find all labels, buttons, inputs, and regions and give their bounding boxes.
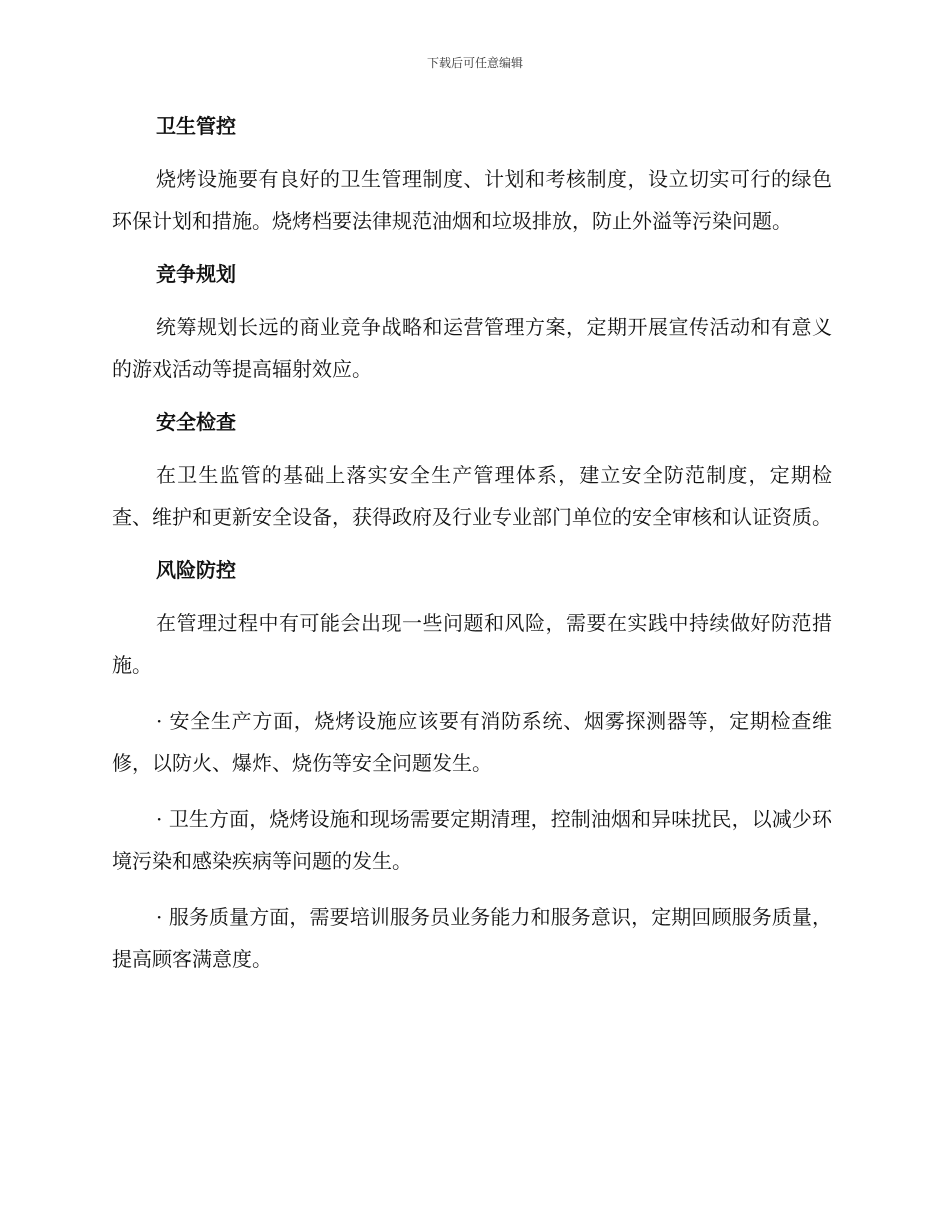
section-safety: [112, 404, 832, 538]
section-hygiene: [112, 108, 832, 242]
bullet-paragraph: · 服务质量方面，需要培训服务员业务能力和服务意识，定期回顾服务质量，提高顾客满意度。: [112, 905, 832, 971]
section-heading: 风险防控: [156, 558, 236, 582]
section-heading: 竞争规划: [156, 262, 236, 286]
page-header-note: 下载后可任意编辑: [426, 56, 523, 70]
section-paragraph: 烧烤设施要有良好的卫生管理制度、计划和考核制度，设立切实可行的绿色环保计划和措施。烧烤档要法律规范油烟和垃圾排放，防止外溢等污染问题。: [112, 167, 832, 233]
document-body: [112, 108, 832, 994]
section-heading: 卫生管控: [156, 114, 236, 138]
bullet-paragraph: · 安全生产方面，烧烤设施应该要有消防系统、烟雾探测器等，定期检查维修，以防火、爆炸、烧伤等安全问题发生。: [112, 709, 832, 775]
bullet-paragraph: · 卫生方面，烧烤设施和现场需要定期清理，控制油烟和异味扰民，以减少环境污染和感染疾病等问题的发生。: [112, 807, 832, 873]
section-heading: 安全检查: [156, 410, 236, 434]
section-paragraph: 在管理过程中有可能会出现一些问题和风险，需要在实践中持续做好防范措施。: [112, 611, 832, 677]
section-risk: [112, 552, 832, 980]
section-competition: [112, 256, 832, 390]
section-paragraph: 在卫生监管的基础上落实安全生产管理体系，建立安全防范制度，定期检查、维护和更新安全设备，获得政府及行业专业部门单位的安全审核和认证资质。: [112, 463, 832, 529]
section-paragraph: 统筹规划长远的商业竞争战略和运营管理方案，定期开展宣传活动和有意义的游戏活动等提高辐射效应。: [112, 315, 832, 381]
